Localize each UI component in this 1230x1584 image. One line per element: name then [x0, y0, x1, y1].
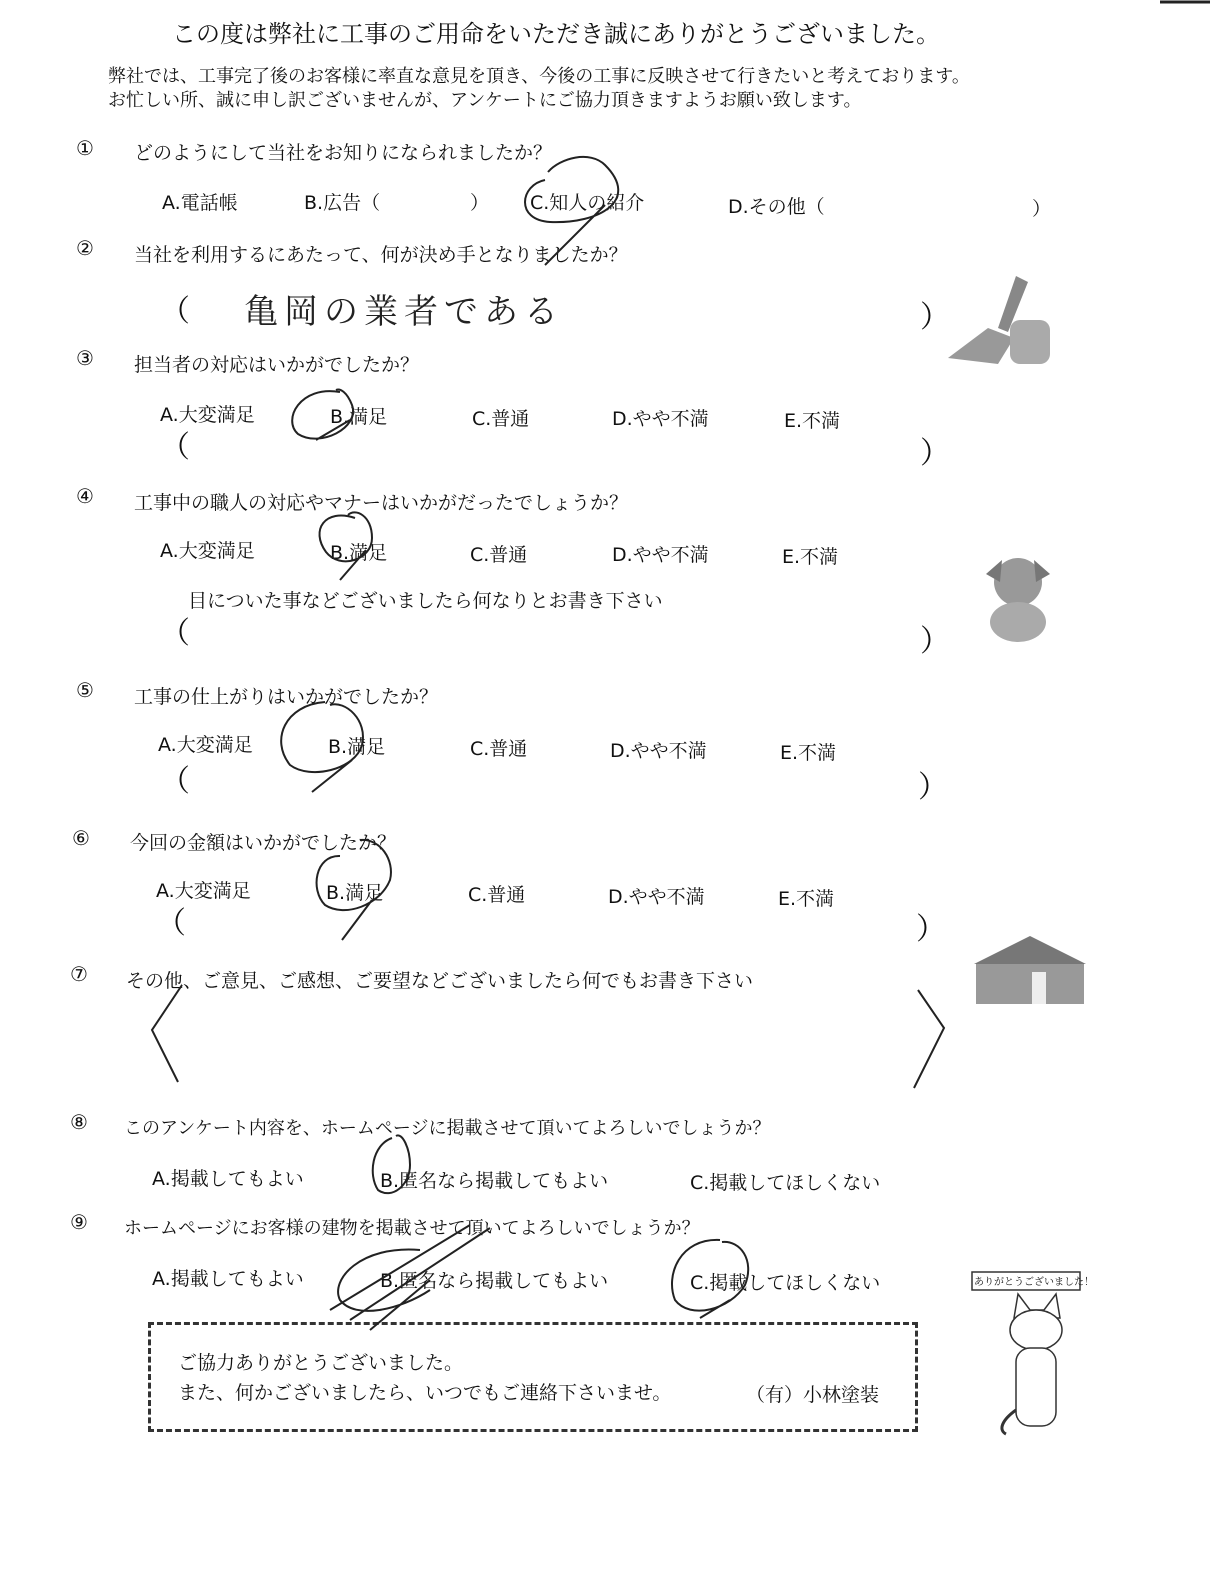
question-4-text: 工事中の職人の対応やマナーはいかがだったでしょうか？	[134, 492, 629, 514]
q5-option-d[interactable]: D.やや不満	[610, 740, 707, 762]
q5-option-e[interactable]: E.不満	[780, 742, 837, 764]
q3-selection-circle	[292, 390, 353, 440]
q1-option-b-close: ）	[470, 192, 490, 214]
q3-option-e[interactable]: E.不満	[784, 410, 841, 432]
q7-bracket-left	[152, 985, 182, 1082]
cat-icon	[972, 1272, 1094, 1434]
q2-handwritten-answer[interactable]: 亀岡の業者である	[244, 292, 564, 332]
q6-selection-circle	[317, 840, 391, 940]
q7-bracket-right	[914, 990, 944, 1088]
q1-option-a[interactable]: A.電話帳	[162, 192, 238, 214]
q5-option-b[interactable]: B.満足	[328, 736, 386, 758]
q9-option-c[interactable]: C.掲載してほしくない	[690, 1272, 881, 1294]
question-2-text: 当社を利用するにあたって、何が決め手となりましたか？	[134, 244, 628, 266]
q1-selection-circle	[525, 157, 618, 265]
question-number-8: ⑧	[70, 1110, 88, 1134]
q6-option-a[interactable]: A.大変満足	[156, 880, 251, 902]
q2-paren-close: ）	[920, 300, 950, 335]
q1-option-d[interactable]: D.その他（	[728, 196, 825, 218]
q6-option-e[interactable]: E.不満	[778, 888, 835, 910]
question-number-6: ⑥	[72, 826, 90, 850]
q1-option-c[interactable]: C.知人の紹介	[530, 192, 645, 214]
q4-option-c[interactable]: C.普通	[470, 544, 528, 566]
q5-paren-close: ）	[918, 770, 948, 805]
q4-option-e[interactable]: E.不満	[782, 546, 839, 568]
q4-selection-circle	[319, 512, 372, 580]
question-number-7: ⑦	[70, 962, 88, 986]
q9-option-a[interactable]: A.掲載してもよい	[152, 1268, 304, 1290]
question-7-text: その他、ご意見、ご感想、ご要望などございましたら何でもお書き下さい	[126, 970, 754, 992]
q3-paren-close: ）	[920, 436, 950, 471]
q3-option-d[interactable]: D.やや不満	[612, 408, 709, 430]
survey-title: この度は弊社に工事のご用命をいただき誠にありがとうございました。	[172, 20, 940, 48]
q6-option-c[interactable]: C.普通	[468, 884, 526, 906]
question-number-1: ①	[76, 136, 94, 160]
q5-option-a[interactable]: A.大変満足	[158, 734, 253, 756]
question-1-text: どのようにして当社をお知りになられましたか？	[134, 142, 553, 164]
q4-option-b[interactable]: B.満足	[330, 542, 388, 564]
q1-option-d-close: ）	[1032, 198, 1052, 220]
q9-option-b[interactable]: B.匿名なら掲載してもよい	[380, 1270, 609, 1292]
q8-option-c[interactable]: C.掲載してほしくない	[690, 1172, 881, 1194]
q8-option-b[interactable]: B.匿名なら掲載してもよい	[380, 1170, 609, 1192]
question-6-text: 今回の金額はいかがでしたか？	[130, 832, 397, 854]
dog-icon	[986, 558, 1050, 642]
q9-selection-circle	[672, 1240, 748, 1318]
intro-line-2: お忙しい所、誠に申し訳ございませんが、アンケートにご協力頂きますようお願い致します。	[108, 90, 862, 111]
q3-paren-open: （	[160, 430, 190, 465]
q8-selection-circle	[373, 1135, 410, 1193]
q4-sub-prompt: 目についた事などございましたら何なりとお書き下さい	[188, 590, 663, 612]
q1-option-b[interactable]: B.広告（	[304, 192, 381, 214]
footer-thanks: ご協力ありがとうございました。	[178, 1352, 464, 1374]
q4-option-d[interactable]: D.やや不満	[612, 544, 709, 566]
question-9-text: ホームページにお客様の建物を掲載させて頂いてよろしいでしょうか？	[124, 1218, 700, 1239]
paint-brush-icon	[948, 276, 1050, 364]
cat-sign-text: ありがとうございました！	[974, 1277, 1094, 1288]
question-8-text: このアンケート内容を、ホームページに掲載させて頂いてよろしいでしょうか？	[124, 1118, 771, 1139]
question-number-3: ③	[76, 346, 94, 370]
question-5-text: 工事の仕上がりはいかがでしたか？	[134, 686, 439, 708]
q6-option-b[interactable]: B.満足	[326, 882, 384, 904]
q3-option-c[interactable]: C.普通	[472, 408, 530, 430]
q4-paren-close: ）	[920, 624, 950, 659]
q6-option-d[interactable]: D.やや不満	[608, 886, 705, 908]
q5-option-c[interactable]: C.普通	[470, 738, 528, 760]
q4-option-a[interactable]: A.大変満足	[160, 540, 255, 562]
q5-selection-circle	[281, 702, 363, 792]
q8-option-a[interactable]: A.掲載してもよい	[152, 1168, 304, 1190]
q5-paren-open: （	[160, 764, 190, 799]
footer-contact: また、何かございましたら、いつでもご連絡下さいませ。	[178, 1382, 672, 1404]
question-number-9: ⑨	[70, 1210, 88, 1234]
question-3-text: 担当者の対応はいかがでしたか？	[134, 354, 420, 376]
house-icon	[974, 936, 1086, 1004]
q3-option-a[interactable]: A.大変満足	[160, 404, 255, 426]
intro-line-1: 弊社では、工事完了後のお客様に率直な意見を頂き、今後の工事に反映させて行きたいと考えております。	[108, 66, 970, 87]
q9-crossed-mark	[330, 1225, 490, 1330]
q4-paren-open: （	[160, 616, 190, 651]
question-number-5: ⑤	[76, 678, 94, 702]
q6-paren-close: ）	[916, 912, 946, 947]
question-number-2: ②	[76, 236, 94, 260]
q3-option-b[interactable]: B.満足	[330, 406, 388, 428]
question-number-4: ④	[76, 484, 94, 508]
company-name: （有）小林塗装	[746, 1384, 880, 1406]
q6-paren-open: （	[156, 906, 186, 941]
q2-paren-open: （	[160, 294, 190, 329]
